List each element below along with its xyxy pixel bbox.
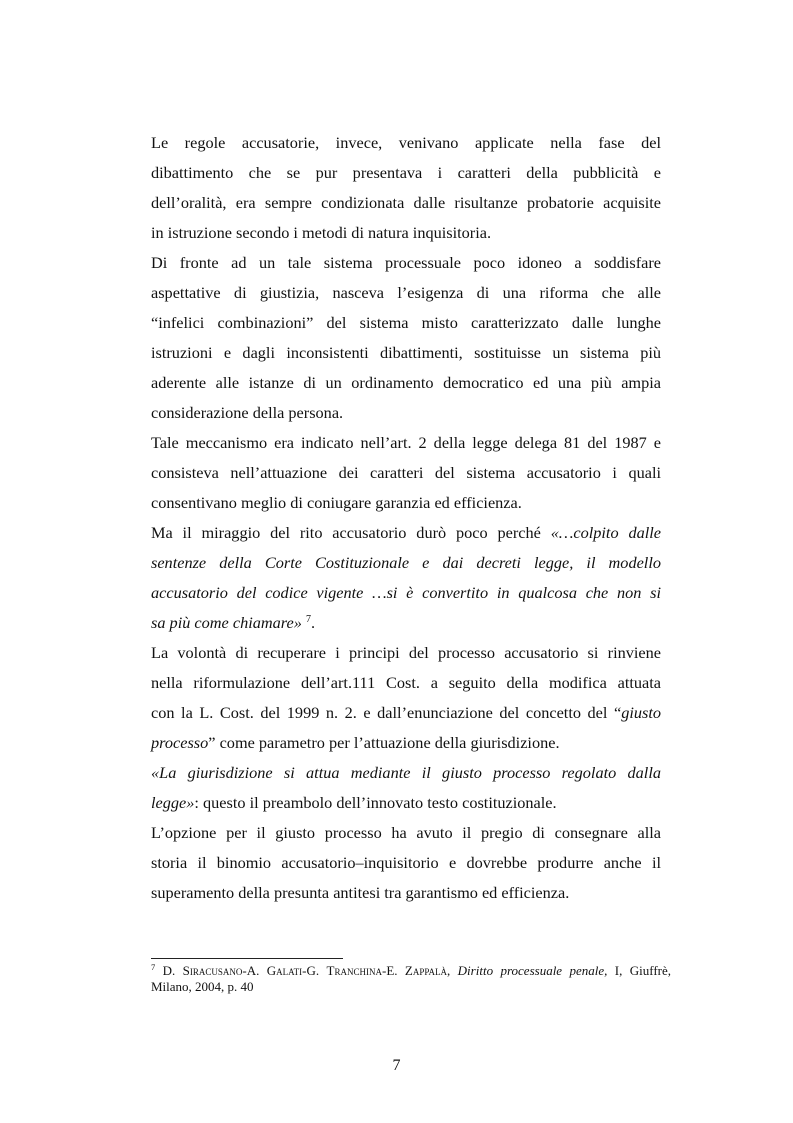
author-name: Tranchina bbox=[326, 963, 382, 978]
italic-text: «La giurisdizione si attua mediante il giusto processo regolato dalla bbox=[151, 763, 661, 782]
italic-text: processo bbox=[151, 733, 209, 752]
text-segment: -A. bbox=[242, 963, 267, 978]
author-name: Siracusano bbox=[182, 963, 243, 978]
footnote-separator bbox=[151, 958, 343, 959]
paragraph bbox=[151, 518, 661, 638]
text-line bbox=[151, 488, 661, 518]
text-segment: nella riformulazione dell’art.111 Cost. a seguito della modifica attuata bbox=[151, 673, 661, 692]
text-line bbox=[151, 878, 661, 908]
text-segment: Milano, 2004, p. 40 bbox=[151, 979, 254, 994]
italic-text: accusatorio del codice vigente …si è convertito in qualcosa che non si bbox=[151, 583, 661, 602]
italic-text: giusto bbox=[621, 703, 661, 722]
paragraph bbox=[151, 428, 661, 518]
paragraph bbox=[151, 248, 661, 428]
text-line bbox=[151, 248, 661, 278]
text-segment: Tale meccanismo era indicato nell’art. 2 della legge delega 81 del 1987 e bbox=[151, 433, 661, 452]
text-segment: istruzioni e dagli inconsistenti dibattimenti, sostituisse un sistema più bbox=[151, 343, 661, 362]
text-line bbox=[151, 128, 661, 158]
page-number: 7 bbox=[392, 1057, 401, 1074]
text-line bbox=[151, 788, 661, 818]
text-segment: , bbox=[447, 963, 458, 978]
text-line bbox=[151, 428, 661, 458]
text-line bbox=[151, 638, 661, 668]
text-segment: -E. bbox=[381, 963, 405, 978]
author-name: Zappalà bbox=[404, 963, 448, 978]
paragraph bbox=[151, 818, 661, 908]
text-line bbox=[151, 548, 661, 578]
text-line bbox=[151, 758, 661, 788]
body-text bbox=[151, 128, 661, 908]
text-segment: consisteva nell’attuazione dei caratteri del sistema accusatorio i quali bbox=[151, 463, 661, 482]
text-segment: considerazione della persona. bbox=[151, 403, 344, 422]
text-segment: dell’oralità, era sempre condizionata dalle risultanze probatorie acquisite bbox=[151, 193, 661, 212]
text-line bbox=[151, 188, 661, 218]
text-segment: I, Giuffrè, bbox=[607, 963, 672, 978]
text-line bbox=[151, 578, 661, 608]
text-segment: consentivano meglio di coniugare garanzia ed efficienza. bbox=[151, 493, 522, 512]
italic-text: sa più come chiamare» bbox=[151, 613, 306, 632]
text-segment: L’opzione per il giusto processo ha avuto il pregio di consegnare alla bbox=[151, 823, 661, 842]
text-line bbox=[151, 158, 661, 188]
text-line bbox=[151, 458, 661, 488]
text-line bbox=[151, 518, 661, 548]
text-line bbox=[151, 308, 661, 338]
text-line bbox=[151, 218, 661, 248]
italic-text: Diritto processuale penale, bbox=[457, 963, 608, 978]
author-name: Galati bbox=[266, 963, 303, 978]
text-segment: con la L. Cost. del 1999 n. 2. e dall’enunciazione del concetto del “ bbox=[151, 703, 622, 722]
text-segment: : questo il preambolo dell’innovato testo costituzionale. bbox=[194, 793, 557, 812]
footnote bbox=[151, 963, 671, 995]
text-segment: “infelici combinazioni” del sistema misto caratterizzato dalle lunghe bbox=[151, 313, 661, 332]
text-segment: -G. bbox=[302, 963, 327, 978]
text-segment: storia il binomio accusatorio–inquisitorio e dovrebbe produrre anche il bbox=[151, 853, 661, 872]
footnote-line bbox=[151, 963, 671, 979]
text-segment: Di fronte ad un tale sistema processuale poco idoneo a soddisfare bbox=[151, 253, 661, 272]
text-line bbox=[151, 338, 661, 368]
text-segment: . bbox=[310, 613, 316, 632]
text-segment: D. bbox=[155, 963, 183, 978]
italic-text: legge» bbox=[151, 793, 195, 812]
text-line bbox=[151, 848, 661, 878]
text-line bbox=[151, 818, 661, 848]
paragraph bbox=[151, 128, 661, 248]
text-line bbox=[151, 728, 661, 758]
text-segment: aderente alle istanze di un ordinamento democratico ed una più ampia bbox=[151, 373, 661, 392]
text-segment: aspettative di giustizia, nasceva l’esigenza di una riforma che alle bbox=[151, 283, 661, 302]
text-line bbox=[151, 278, 661, 308]
text-segment: superamento della presunta antitesi tra garantismo ed efficienza. bbox=[151, 883, 570, 902]
footnote-reference: 7 bbox=[151, 962, 156, 972]
italic-text: sentenze della Corte Costituzionale e dai decreti legge, il modello bbox=[151, 553, 661, 572]
text-segment: ” come parametro per l’attuazione della giurisdizione. bbox=[208, 733, 560, 752]
text-segment: dibattimento che se pur presentava i caratteri della pubblicità e bbox=[151, 163, 661, 182]
text-segment: Ma il miraggio del rito accusatorio durò poco perché bbox=[151, 523, 551, 542]
text-line bbox=[151, 608, 661, 638]
text-segment: in istruzione secondo i metodi di natura inquisitoria. bbox=[151, 223, 492, 242]
text-line bbox=[151, 368, 661, 398]
italic-text: «…colpito dalle bbox=[550, 523, 661, 542]
text-segment: La volontà di recuperare i principi del processo accusatorio si rinviene bbox=[151, 643, 661, 662]
paragraph bbox=[151, 758, 661, 818]
footnote-reference: 7 bbox=[305, 614, 311, 625]
text-line bbox=[151, 668, 661, 698]
text-segment: Le regole accusatorie, invece, venivano applicate nella fase del bbox=[151, 133, 661, 152]
text-line bbox=[151, 698, 661, 728]
footnote-line bbox=[151, 979, 671, 995]
paragraph bbox=[151, 638, 661, 758]
text-line bbox=[151, 398, 661, 428]
